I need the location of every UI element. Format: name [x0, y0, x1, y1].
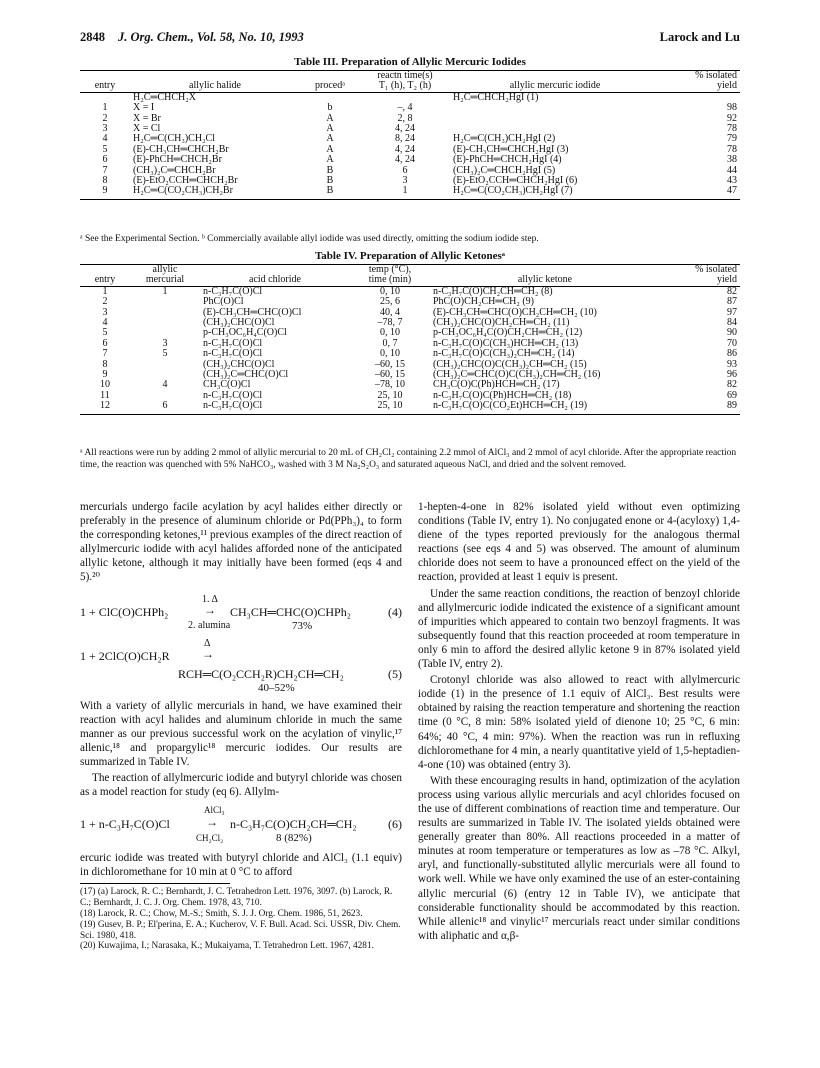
- t4-header-merc2: mercurial: [145, 274, 185, 286]
- table-cell: 7: [102, 164, 108, 176]
- table-cell: 4: [162, 379, 168, 391]
- table-cell: 38: [727, 154, 737, 166]
- table-cell: (CH₃)₂C═CHCH₂HgI (5): [453, 164, 556, 176]
- table-cell: (E)-CH₃CH═CHC(O)Cl: [203, 306, 302, 318]
- left-paragraph-1: mercurials undergo facile acylation by acyl halides either directly or preferably in the presence of aluminum chloride or Pd(PPh₃)₄ to form the corresponding ketones,¹¹ previous examples of the direct reaction of allylmercuric iodide with acyl halides afforded none of the anticipated allylic ketone, although it may initially have been formed (eqs 4 and 5).²⁰: [80, 501, 402, 584]
- table-cell: 70: [727, 337, 737, 349]
- table-cell: 4, 24: [395, 154, 415, 166]
- table-row: [80, 186, 740, 199]
- table-cell: 0, 10: [380, 285, 400, 297]
- table-cell: 86: [727, 348, 737, 360]
- reference-17: (17) (a) Larock, R. C.; Bernhardt, J. C. Tetrahedron Lett. 1976, 3097. (b) Larock, R. C.; Bernhardt, J. C. J. Org. Chem. 1978, 43, 710.: [80, 887, 393, 909]
- table-cell: 90: [727, 327, 737, 339]
- table-cell: CH₃C(O)Cl: [203, 379, 251, 391]
- table-cell: p-CH₃OC₆H₄C(O)Cl: [203, 327, 287, 339]
- table-cell: 8, 24: [395, 133, 415, 145]
- left-paragraph-3: The reaction of allylmercuric iodide and butyryl chloride was chosen as a model reaction for study (eq 6). Allylm-: [80, 772, 402, 799]
- reference-19: (19) Gusev, B. P.; El'perina, E. A.; Kucherov, V. F. Bull. Acad. Sci. USSR, Div. Chem. Sci. 1980, 418.: [80, 919, 401, 941]
- table-cell: 1: [162, 285, 168, 297]
- eq6-number: (6): [388, 817, 402, 832]
- table-cell: B: [326, 175, 334, 187]
- table-cell: 40, 4: [380, 306, 400, 318]
- table-cell: 3: [102, 306, 108, 318]
- table-row: [80, 286, 740, 297]
- table-cell: –60, 15: [375, 369, 405, 381]
- table-cell: n-C₃H₇C(O)C(CH₃)HCH═CH₂ (13): [433, 337, 579, 349]
- table-cell: 12: [100, 400, 110, 412]
- table-cell: X = Cl: [133, 123, 161, 135]
- table-cell: n-C₃H₇C(O)C(Ph)HCH═CH₂ (18): [433, 389, 572, 401]
- reference-18: (18) Larock, R. C.; Chow, M.-S.; Smith, S. J. J. Org. Chem. 1986, 51, 2623.: [80, 909, 363, 919]
- references: [80, 887, 402, 952]
- table-cell: p-CH₃OC₆H₄C(O)CH₂CH═CH₂ (12): [433, 327, 583, 339]
- equation-4: [80, 591, 402, 631]
- table-cell: 11: [100, 389, 110, 401]
- table-cell: 5: [102, 143, 108, 155]
- table-cell: 6: [102, 154, 108, 166]
- table-cell: B: [326, 185, 334, 197]
- table-cell: 25, 10: [377, 400, 403, 412]
- table-cell: A: [326, 123, 334, 135]
- table-cell: 9: [102, 369, 108, 381]
- table-cell: 2, 8: [397, 112, 413, 124]
- table3-title: Table III. Preparation of Allylic Mercuric Iodides: [294, 56, 526, 68]
- table-cell: [450, 103, 660, 113]
- t4-header-temp1: temp (°C),: [368, 264, 412, 275]
- table-cell: 8: [102, 358, 108, 370]
- table-cell: 89: [727, 400, 737, 412]
- table-cell: H₂C═C(CH₃)CH₂HgI (2): [453, 133, 556, 145]
- table-cell: 6: [162, 400, 168, 412]
- table-row: [80, 380, 740, 390]
- table-cell: 1: [102, 102, 108, 114]
- t4-header-entry: entry: [94, 274, 116, 286]
- eq6-condition-1: AlCl₃: [204, 805, 225, 816]
- t3-header-time2: T₁ (h), T₂ (h): [378, 80, 432, 92]
- table-cell: (CH₃)₂CHC(O)C(CH₃)₂CH═CH₂ (15): [433, 358, 587, 370]
- table-cell: (E)-EtO₂CCH═CHCH₂HgI (6): [453, 175, 578, 187]
- t4-header-ketone: allylic ketone: [517, 274, 573, 286]
- table-cell: 4, 24: [395, 143, 415, 155]
- table-cell: n-C₃H₇C(O)C(CO₂Et)HCH═CH₂ (19): [433, 400, 588, 412]
- table-cell: 5: [162, 348, 168, 360]
- eq4-number: (4): [388, 604, 402, 619]
- table-cell: 4, 24: [395, 123, 415, 135]
- table-cell: A: [326, 133, 334, 145]
- table-cell: –60, 15: [375, 358, 405, 370]
- t3-header-proced: procedᵃ: [315, 80, 345, 92]
- table-cell: 93: [727, 358, 737, 370]
- table-cell: A: [326, 112, 334, 124]
- eq4-condition-1: 1. Δ: [202, 593, 218, 605]
- eq6-reactants: 1 + n-C₃H₇C(O)Cl: [80, 817, 170, 832]
- eq5-arrow: →: [202, 646, 214, 661]
- table-cell: 47: [727, 185, 737, 197]
- equation-5: [80, 635, 402, 693]
- t3-header-yield1: % isolated: [695, 70, 737, 81]
- table-cell: [130, 360, 200, 370]
- table-cell: (CH₃)₂CHC(O)CH₂CH═CH₂ (11): [433, 317, 570, 329]
- table-cell: B: [326, 164, 334, 176]
- table-cell: 44: [727, 164, 737, 176]
- table-cell: 82: [727, 379, 737, 391]
- right-paragraph-1: 1-hepten-4-one in 82% isolated yield without even optimizing conditions (Table IV, entry 1). No conjugated enone or 4-(acyloxy) 1,4-diene of the types reported previously for the analogous thermal reactions (see eqs 4 and 5) was observed. The amount of aluminum chloride does not seem to have a pronounced effect on the yield of the reaction, provided at least 1 equiv is present.: [418, 501, 740, 584]
- table-cell: 97: [727, 306, 737, 318]
- running-authors: Larock and Lu: [659, 30, 740, 44]
- t4-header-chloride: acid chloride: [249, 274, 301, 286]
- table-cell: 8: [102, 175, 108, 187]
- footnote-rule: [80, 883, 230, 884]
- t4-header-temp2: time (min): [368, 274, 412, 286]
- table-cell: [130, 318, 200, 328]
- equation-6: [80, 803, 402, 847]
- eq4-condition-2: 2. alumina: [188, 619, 231, 631]
- table-cell: A: [326, 154, 334, 166]
- t4-header-merc1: allylic: [152, 264, 178, 275]
- table-cell: 9: [102, 185, 108, 197]
- table4-footnote: ᵃ All reactions were run by adding 2 mmol of allylic mercurial to 20 mL of CH₂Cl₂ containing 2.2 mmol of AlCl₃ and 2 mmol of acyl chloride. After the appropriate reaction time, the reaction was quenched with 5% NaHCO₃, washed with 3 M Na₂S₂O₃ and saturated aqueous NaCl, and dried and the solvent removed.: [80, 448, 737, 470]
- t4-header-yield2: yield: [717, 274, 737, 286]
- table-cell: 92: [727, 112, 737, 124]
- table-cell: 6: [102, 337, 108, 349]
- eq5-condition: Δ: [204, 637, 211, 649]
- table-cell: 43: [727, 175, 737, 187]
- table-cell: 4: [102, 317, 108, 329]
- table-cell: n-C₃H₇C(O)CH₂CH═CH₂ (8): [433, 285, 553, 297]
- table-cell: [450, 114, 660, 124]
- eq6-yield: 8 (82%): [276, 832, 312, 845]
- table-cell: 10: [100, 379, 110, 391]
- table-cell: 7: [102, 348, 108, 360]
- table-cell: 2: [102, 296, 108, 308]
- table-cell: (E)-CH₃CH═CHC(O)CH₂CH═CH₂ (10): [433, 306, 597, 318]
- eq4-reactants: 1 + ClC(O)CHPh₂: [80, 604, 169, 619]
- t3-header-halide: allylic halide: [189, 80, 241, 92]
- table-row: [80, 391, 740, 401]
- table-cell: 78: [727, 143, 737, 155]
- table-cell: 78: [727, 123, 737, 135]
- t3-header-yield2: yield: [717, 80, 737, 92]
- table-cell: n-C₃H₇C(O)Cl: [203, 285, 263, 297]
- table-cell: H₂C═CHCH₂X: [133, 91, 196, 103]
- table-row: [80, 308, 740, 318]
- eq4-arrow: →: [204, 602, 216, 617]
- reference-20: (20) Kuwajima, I.; Narasaka, K.; Mukaiyama, T. Tetrahedron Lett. 1967, 4281.: [80, 941, 374, 952]
- left-paragraph-4: ercuric iodide was treated with butyryl chloride and AlCl₃ (1.1 equiv) in dichloromethane for 10 min at 0 °C to afford: [80, 852, 402, 879]
- table-cell: [130, 297, 200, 307]
- table-cell: –78, 7: [377, 317, 403, 329]
- table4-title: Table IV. Preparation of Allylic Ketonesᵃ: [314, 250, 505, 262]
- table-row: [80, 328, 740, 338]
- table-row: [80, 349, 740, 359]
- table-cell: PhC(O)Cl: [203, 296, 244, 308]
- table-cell: H₂C═C(CO₂CH₃)CH₂Br: [133, 185, 233, 197]
- table-cell: 3: [162, 337, 168, 349]
- table-cell: b: [327, 102, 333, 114]
- page-number: 2848: [80, 30, 105, 44]
- table4: [80, 264, 740, 415]
- eq5-reactants: 1 + 2ClC(O)CH₂R: [80, 648, 170, 663]
- table-cell: (E)-CH₃CH═CHCH₂HgI (3): [453, 143, 569, 155]
- eq6-arrow: →: [206, 815, 218, 830]
- table-cell: X = I: [133, 102, 155, 114]
- eq4-product: CH₃CH═CHC(O)CHPh₂: [230, 604, 351, 619]
- eq6-product: n-C₃H₇C(O)CH₂CH═CH₂: [230, 817, 357, 832]
- table-cell: H₂C═C(CO₂CH₃)CH₂HgI (7): [453, 185, 573, 197]
- table-cell: 98: [727, 102, 737, 114]
- table-cell: n-C₃H₇C(O)Cl: [203, 389, 263, 401]
- table-cell: X = Br: [133, 112, 161, 124]
- table-row: [80, 370, 740, 380]
- table-cell: 4: [102, 133, 108, 145]
- table-cell: 2: [102, 112, 108, 124]
- table-cell: 1: [402, 185, 408, 197]
- table-cell: n-C₃H₇C(O)C(CH₃)₂CH═CH₂ (14): [433, 348, 575, 360]
- eq5-product: RCH═C(O₂CCH₂R)CH₂CH═CH₂: [178, 666, 344, 681]
- table-cell: (CH₃)₂CHC(O)Cl: [203, 358, 275, 370]
- table-cell: 82: [727, 285, 737, 297]
- table-cell: (E)-PhCH═CHCH₂Br: [133, 154, 222, 166]
- table-cell: CH₃C(O)C(Ph)HCH═CH₂ (17): [433, 379, 560, 391]
- table-cell: PhC(O)CH₂CH═CH₂ (9): [433, 296, 535, 308]
- table-cell: 3: [402, 175, 408, 187]
- table-cell: 79: [727, 133, 737, 145]
- table-cell: 0, 10: [380, 327, 400, 339]
- right-column: [418, 500, 740, 945]
- t3-header-entry: entry: [94, 80, 116, 92]
- table-cell: 0, 7: [382, 337, 398, 349]
- table3-footnote: ᵃ See the Experimental Section. ᵇ Commercially available allyl iodide was used directly, omitting the sodium iodide step.: [80, 234, 539, 244]
- table-cell: 96: [727, 369, 737, 381]
- table-cell: 1: [102, 285, 108, 297]
- table-row: [80, 318, 740, 328]
- table-cell: n-C₃H₇C(O)Cl: [203, 348, 263, 360]
- table-cell: 69: [727, 389, 737, 401]
- table-cell: (E)-EtO₂CCH═CHCH₂Br: [133, 175, 238, 187]
- eq4-yield: 73%: [292, 619, 313, 632]
- eq5-yield: 40–52%: [258, 681, 295, 694]
- table-row: [80, 297, 740, 307]
- table-row: [80, 339, 740, 349]
- table-cell: A: [326, 143, 334, 155]
- table-cell: (CH₃)₂C═CHCH₂Br: [133, 164, 216, 176]
- table-cell: (CH₃)₂C═CHC(O)C(CH₃)₂CH═CH₂ (16): [433, 369, 601, 381]
- page-header: [80, 30, 740, 45]
- table-row: [80, 401, 740, 414]
- table-cell: 87: [727, 296, 737, 308]
- table-cell: 84: [727, 317, 737, 329]
- table-cell: [130, 308, 200, 318]
- table-cell: (E)-CH₃CH═CHCH₂Br: [133, 143, 229, 155]
- right-paragraph-2: Under the same reaction conditions, the reaction of benzoyl chloride and allylmercuric iodide indicated the existence of a significant amount of impurities which appeared to contain two benzoyl fragments. It was subsequently found that this reaction proceeded at room temperature in only 6 min to afford the desired allylic ketone 9 in 87% isolated yield (Table IV, entry 2).: [418, 587, 740, 671]
- t3-header-iodide: allylic mercuric iodide: [509, 80, 601, 92]
- eq5-number: (5): [388, 666, 402, 681]
- left-paragraph-2: With a variety of allylic mercurials in hand, we have examined their reaction with acyl halides and aluminum chloride in much the same manner as our previous successful work on the acylation of vinylic,¹⁷ allenic,¹⁸ and propargylic¹⁸ mercuric iodides. Our results are summarized in Table IV.: [80, 699, 402, 768]
- table-row: [80, 360, 740, 370]
- table-cell: –, 4: [397, 102, 413, 114]
- table-cell: n-C₃H₇C(O)Cl: [203, 400, 263, 412]
- table-cell: 25, 6: [380, 296, 400, 308]
- table-cell: –78, 10: [375, 379, 405, 391]
- table-cell: 5: [102, 327, 108, 339]
- t3-header-time1: reactn time(s): [377, 70, 433, 81]
- table-cell: (CH₃)₂CHC(O)Cl: [203, 317, 275, 329]
- right-paragraph-4: With these encouraging results in hand, optimization of the acylation process using various allylic mercurials and acyl chlorides focused on the use of different combinations of reaction time and temperature. Our results are summarized in Table IV. The isolated yields obtained were generally greater than 80%. All reactions proceeded in a matter of minutes at room temperature or temperatures as low as –78 °C. Alkyl, aryl, and functionally-substituted allylic mercurials were all found to work well. While we have only examined the use of an ester-containing allylic mercurial (6) (entry 12 in Table IV), we anticipate that considerable functionality should be accommodated by this reaction. While allenic¹⁸ and vinylic¹⁷ mercurials react under similar conditions with aliphatic and α,β-: [418, 774, 740, 942]
- table-cell: (CH₃)₂C═CHC(O)Cl: [203, 369, 289, 381]
- table3: [80, 70, 740, 200]
- table-cell: 6: [402, 164, 408, 176]
- journal-citation: J. Org. Chem., Vol. 58, No. 10, 1993: [118, 30, 304, 44]
- table-cell: 0, 10: [380, 348, 400, 360]
- table-cell: H₂C═CHCH₂HgI (1): [453, 91, 539, 103]
- table-cell: H₂C═C(CH₃)CH₂Cl: [133, 133, 215, 145]
- t4-header-yield1: % isolated: [695, 264, 737, 275]
- table-cell: 25, 10: [377, 389, 403, 401]
- table-cell: n-C₃H₇C(O)Cl: [203, 337, 263, 349]
- left-column: [80, 500, 402, 952]
- right-paragraph-3: Crotonyl chloride was also allowed to react with allylmercuric iodide (1) in the presence of 1.1 equiv of AlCl₃. Best results were obtained by raising the reaction temperature and shortening the reaction time (0 °C, 8 min: 58% isolated yield of dienone 10; 25 °C, 6 min: 64%; 40 °C, 4 min: 97%). When the reaction was run in refluxing dichloromethane for 4 min, a nearly quantitative yield of 1,5-heptadien-4-one (10) was obtained (entry 3).: [418, 674, 740, 771]
- table-cell: (E)-PhCH═CHCH₂HgI (4): [453, 154, 562, 166]
- eq6-condition-2: CH₂Cl₂: [196, 833, 224, 844]
- table-cell: 3: [102, 123, 108, 135]
